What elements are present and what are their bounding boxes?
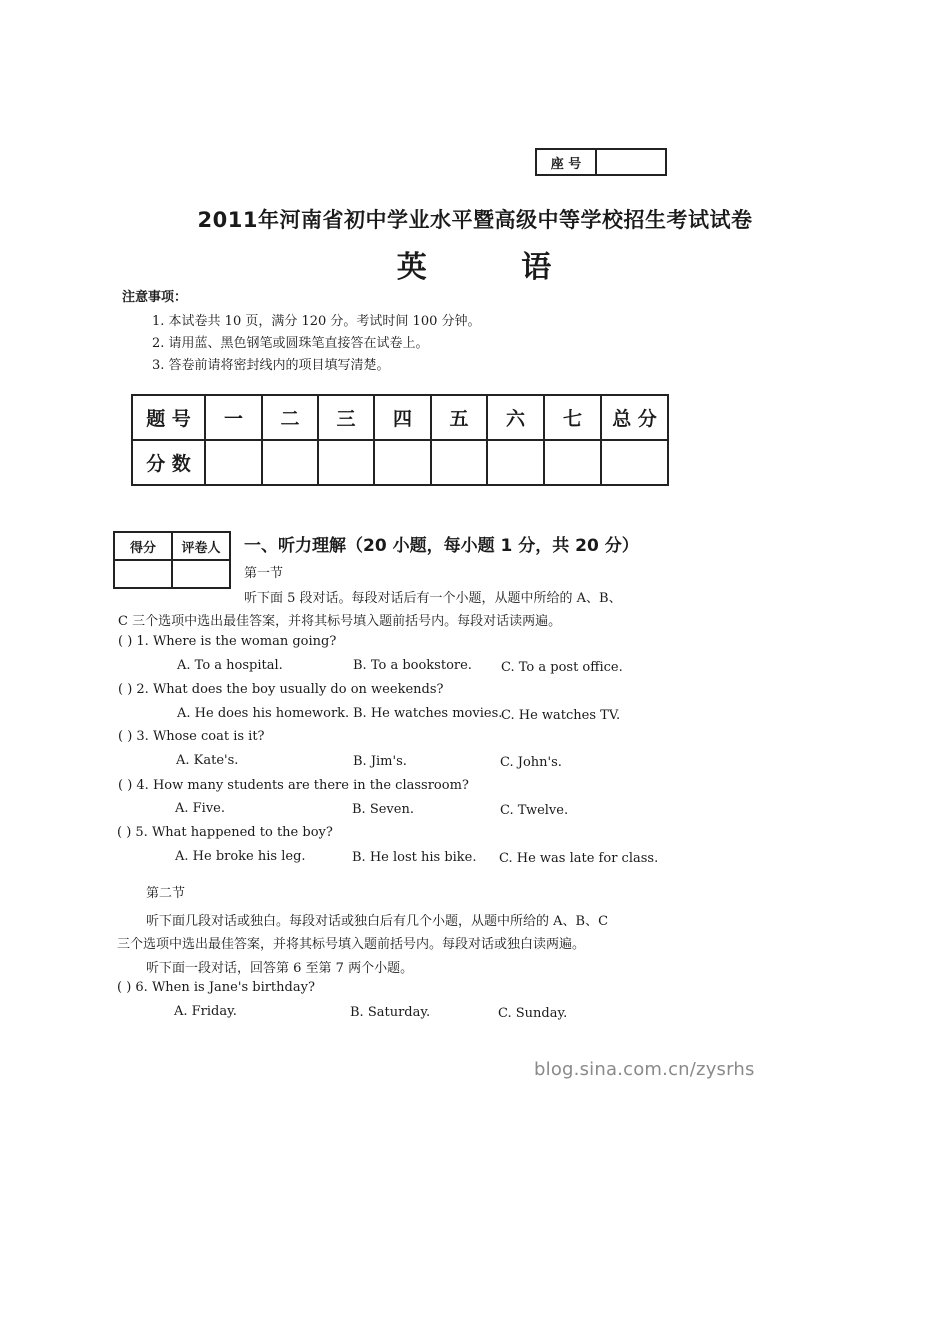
score-entry-cell[interactable] <box>487 440 544 485</box>
score-entry-cell[interactable] <box>431 440 487 485</box>
notice-heading: 注意事项： <box>122 290 188 305</box>
score-table-cell: 总 分 <box>601 395 668 440</box>
seat-number-box <box>535 148 667 176</box>
notice-item-3: 3. 答卷前请将密封线内的项目填写清楚。 <box>152 358 390 373</box>
question-stem: ( ) 3. Whose coat is it? <box>118 729 265 744</box>
part1-title: 一、听力理解（20 小题，每小题 1 分，共 20 分） <box>244 536 639 556</box>
option-a: A. He broke his leg. <box>175 849 306 864</box>
section1-instruction-line1: 听下面 5 段对话。每段对话后有一个小题，从题中所给的 A、B、 <box>244 591 622 606</box>
option-c: C. Sunday. <box>498 1006 568 1021</box>
option-b: B. Jim's. <box>353 754 407 769</box>
option-c: C. He was late for class. <box>499 851 659 866</box>
score-table-cell: 题 号 <box>132 395 205 440</box>
option-b: B. To a bookstore. <box>353 658 472 673</box>
score-table-cell: 五 <box>431 395 487 440</box>
score-table <box>131 394 669 486</box>
section1-instruction-line2: C 三个选项中选出最佳答案，并将其标号填入题前括号内。每段对话读两遍。 <box>118 614 562 629</box>
score-entry-cell[interactable] <box>318 440 374 485</box>
exam-title: 2011年河南省初中学业水平暨高级中等学校招生考试试卷 <box>197 208 753 232</box>
option-b: B. He watches movies. <box>353 706 503 721</box>
score-table-cell: 四 <box>374 395 431 440</box>
score-table-cell: 三 <box>318 395 374 440</box>
score-entry-cell[interactable] <box>262 440 318 485</box>
score-table-score-row <box>132 440 668 485</box>
option-a: A. Five. <box>175 801 226 816</box>
score-row-label: 分 数 <box>132 440 205 485</box>
score-entry-cell[interactable] <box>374 440 431 485</box>
section2-instruction-line2: 三个选项中选出最佳答案，并将其标号填入题前括号内。每段对话或独白读两遍。 <box>117 937 586 952</box>
option-b: B. He lost his bike. <box>352 850 477 865</box>
option-c: C. He watches TV. <box>501 708 621 723</box>
section1-heading: 第一节 <box>244 566 284 581</box>
question-stem: ( ) 6. When is Jane's birthday? <box>117 980 315 995</box>
blog-watermark: blog.sina.com.cn/zysrhs <box>534 1059 755 1080</box>
option-c: C. Twelve. <box>500 803 569 818</box>
section2-instruction-line1: 听下面几段对话或独白。每段对话或独白后有几个小题，从题中所给的 A、B、C <box>146 914 609 929</box>
score-entry-cell[interactable] <box>601 440 668 485</box>
grader-table <box>113 531 231 589</box>
question-stem: ( ) 5. What happened to the boy? <box>117 825 333 840</box>
score-table-cell: 六 <box>487 395 544 440</box>
notice-item-2: 2. 请用蓝、黑色钢笔或圆珠笔直接答在试卷上。 <box>152 336 429 351</box>
score-table-header-row <box>132 395 668 440</box>
option-c: C. John's. <box>500 755 562 770</box>
seat-number-field[interactable] <box>597 150 665 174</box>
option-a: A. To a hospital. <box>177 658 283 673</box>
score-table-cell: 七 <box>544 395 601 440</box>
option-a: A. Friday. <box>174 1004 237 1019</box>
notice-item-1: 1. 本试卷共 10 页，满分 120 分。考试时间 100 分钟。 <box>152 314 481 329</box>
option-a: A. Kate's. <box>176 753 239 768</box>
option-a: A. He does his homework. <box>177 706 350 721</box>
section2-heading: 第二节 <box>146 886 186 901</box>
score-entry-cell[interactable] <box>205 440 262 485</box>
score-entry-cell[interactable] <box>544 440 601 485</box>
option-b: B. Seven. <box>352 802 414 817</box>
option-c: C. To a post office. <box>501 660 623 675</box>
grader-name-label: 评卷人 <box>172 532 230 560</box>
question-stem: ( ) 2. What does the boy usually do on weekends? <box>118 682 444 697</box>
grader-score-label: 得分 <box>114 532 172 560</box>
question-stem: ( ) 1. Where is the woman going? <box>118 634 337 649</box>
score-table-cell: 一 <box>205 395 262 440</box>
section2-instruction-line3: 听下面一段对话，回答第 6 至第 7 两个小题。 <box>146 961 414 976</box>
grader-name-entry[interactable] <box>172 560 230 588</box>
seat-number-label: 座 号 <box>537 150 597 174</box>
score-table-cell: 二 <box>262 395 318 440</box>
subject-title: 英 语 <box>396 250 594 285</box>
question-stem: ( ) 4. How many students are there in the classroom? <box>118 778 469 793</box>
grader-score-entry[interactable] <box>114 560 172 588</box>
option-b: B. Saturday. <box>350 1005 431 1020</box>
